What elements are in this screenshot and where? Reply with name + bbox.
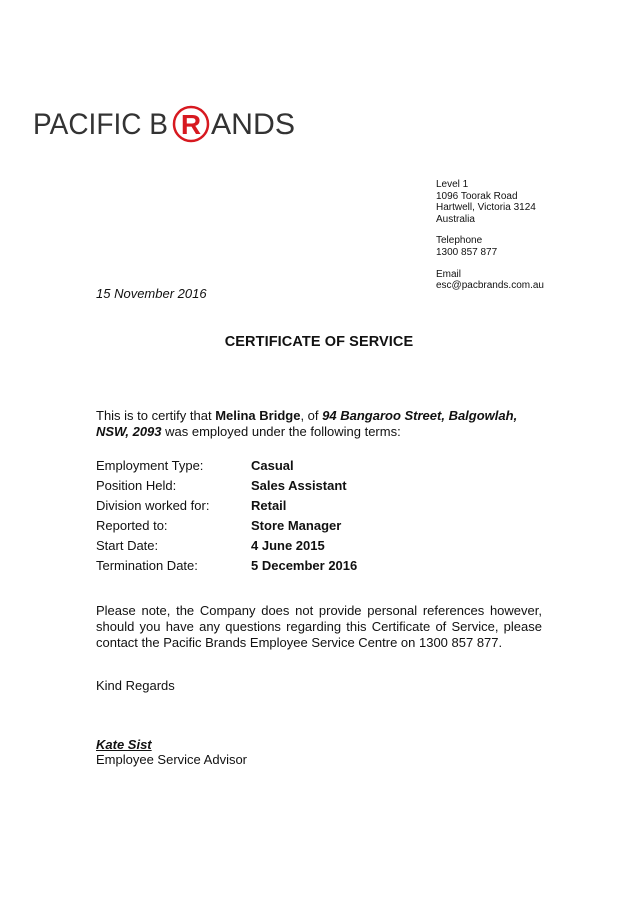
terms-label: Position Held: bbox=[96, 478, 177, 493]
email-address: esc@pacbrands.com.au bbox=[436, 280, 544, 292]
logo-text-circle: R bbox=[180, 109, 202, 140]
terms-label: Start Date: bbox=[96, 538, 159, 553]
letter-date: 15 November 2016 bbox=[96, 286, 207, 301]
logo-text-left: PACIFIC B bbox=[33, 108, 168, 141]
terms-label: Employment Type: bbox=[96, 458, 204, 473]
logo-graphic bbox=[33, 103, 295, 145]
terms-value: Sales Assistant bbox=[251, 478, 347, 493]
company-address bbox=[436, 179, 544, 302]
pacific-brands-logo bbox=[33, 103, 295, 145]
terms-row-employment-type bbox=[96, 458, 357, 478]
terms-value: Store Manager bbox=[251, 518, 342, 533]
address-line-2: 1096 Toorak Road bbox=[436, 190, 518, 202]
intro-text-1: This is to certify that bbox=[96, 408, 216, 423]
terms-row-start-date bbox=[96, 538, 357, 558]
logo-text-right: ANDS bbox=[211, 108, 295, 141]
terms-value: Retail bbox=[251, 498, 287, 513]
address-line-3: Hartwell, Victoria 3124 bbox=[436, 202, 536, 214]
telephone-number: 1300 857 877 bbox=[436, 246, 498, 258]
terms-label: Termination Date: bbox=[96, 558, 198, 573]
terms-value: 4 June 2015 bbox=[251, 538, 325, 553]
terms-value: 5 December 2016 bbox=[251, 558, 358, 573]
contact-note-paragraph: Please note, the Company does not provide personal references however, should you have any questions regarding this Certificate of Service, please contact the Pacific Brands Employee Service Centre on 1300 857 877. bbox=[96, 603, 542, 650]
employee-name: Melina Bridge bbox=[215, 408, 301, 423]
intro-paragraph bbox=[96, 408, 546, 440]
terms-row-termination-date bbox=[96, 558, 357, 578]
document-title: CERTIFICATE OF SERVICE bbox=[224, 334, 414, 350]
employment-terms bbox=[96, 458, 357, 578]
terms-row-reported-to bbox=[96, 518, 357, 538]
terms-row-division bbox=[96, 498, 357, 518]
intro-text-2: , of bbox=[300, 408, 323, 423]
closing-regards: Kind Regards bbox=[96, 678, 175, 693]
terms-row-position-held bbox=[96, 478, 357, 498]
telephone-label: Telephone bbox=[436, 235, 483, 247]
email-label: Email bbox=[436, 268, 462, 280]
terms-label: Reported to: bbox=[96, 518, 168, 533]
employee-address: 94 Bangaroo Street, Balgowlah, NSW, 2093 bbox=[96, 408, 518, 439]
address-line-4: Australia bbox=[436, 213, 475, 225]
terms-value: Casual bbox=[251, 458, 294, 473]
address-line-1: Level 1 bbox=[436, 179, 469, 190]
terms-label: Division worked for: bbox=[96, 498, 210, 513]
intro-text-3: was employed under the following terms: bbox=[161, 424, 401, 439]
signatory-role: Employee Service Advisor bbox=[96, 752, 248, 767]
signatory-name: Kate Sist bbox=[96, 737, 152, 752]
